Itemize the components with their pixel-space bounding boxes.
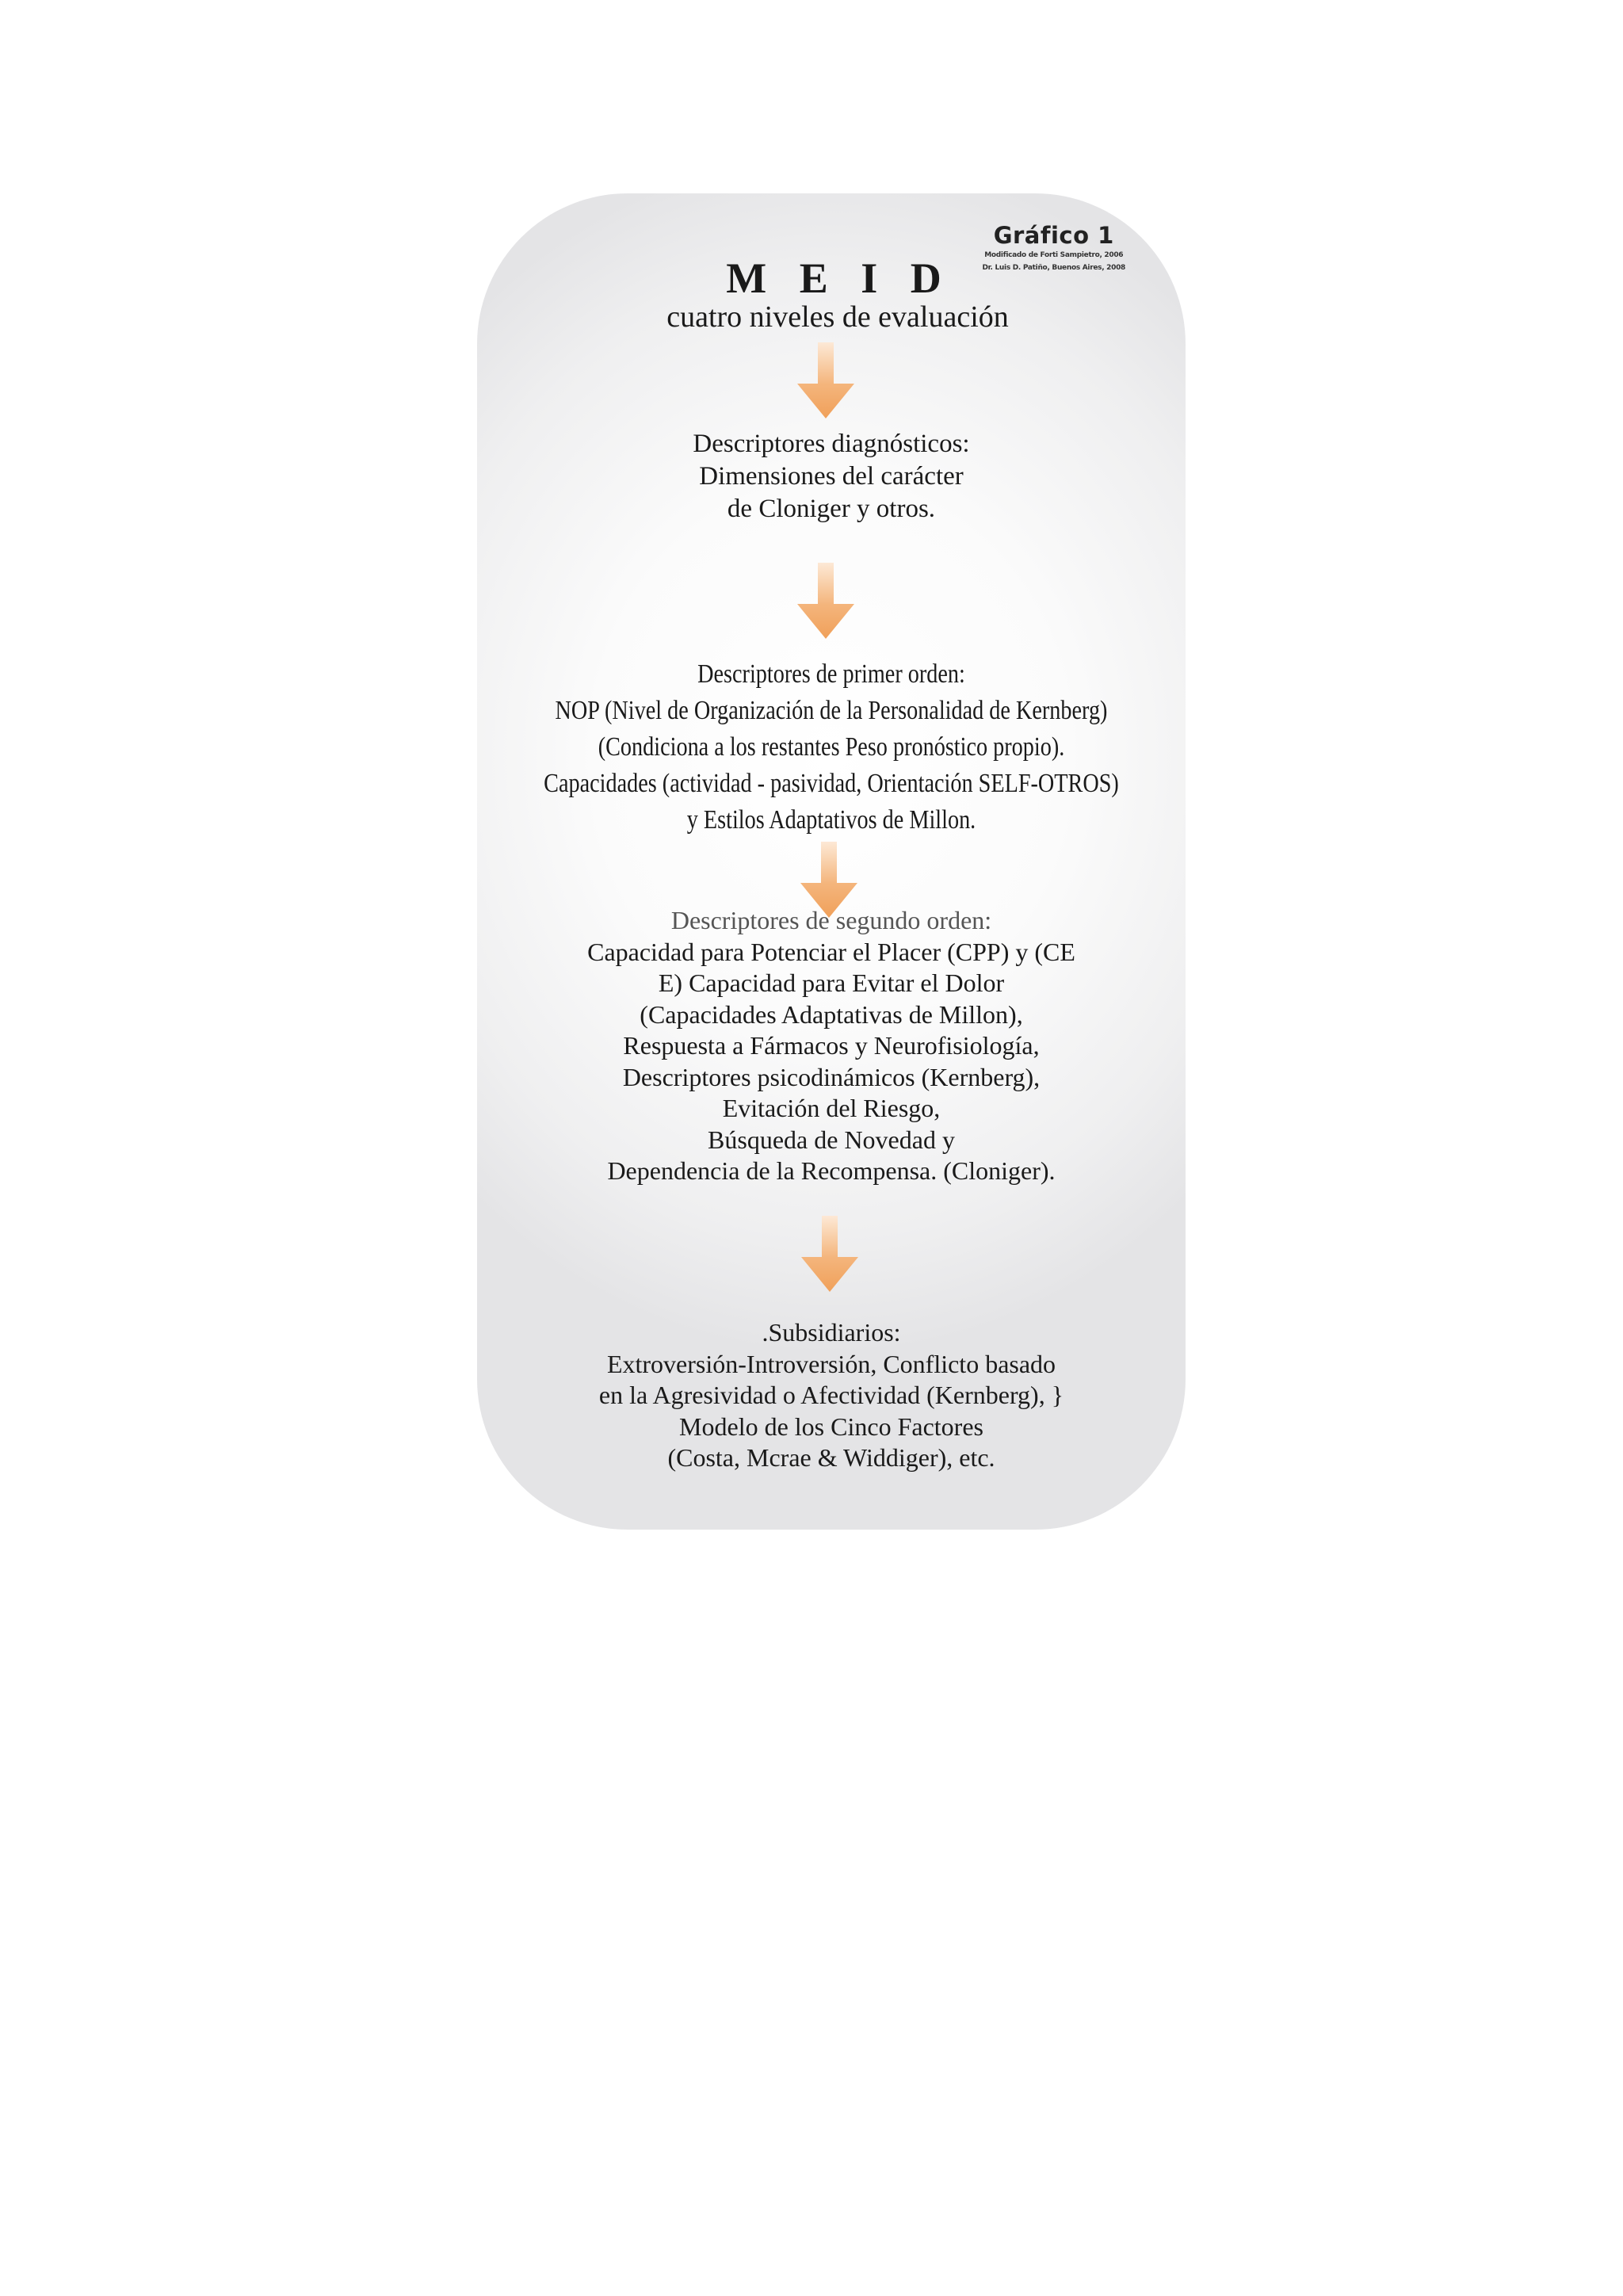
level-line: Evitación del Riesgo,: [722, 1094, 941, 1122]
level-line: Descriptores de primer orden:: [697, 659, 965, 689]
level-line: Capacidad para Potenciar el Placer (CPP) y (CE: [587, 937, 1075, 966]
level-second-order: [477, 905, 1186, 1187]
level-line: (Condiciona a los restantes Peso pronóstico propio).: [598, 732, 1065, 762]
level-first-order: [537, 656, 1125, 839]
level-line: .Subsidiarios:: [762, 1318, 901, 1347]
diagram-title: M E I D: [726, 254, 953, 302]
level-line: de Cloniger y otros.: [727, 495, 936, 523]
level-line: (Capacidades Adaptativas de Millon),: [640, 999, 1023, 1029]
figure-credit-2: Dr. Luis D. Patiño, Buenos Aires, 2008: [982, 264, 1125, 272]
level-subsidiary: [477, 1317, 1186, 1474]
figure-label: Gráfico 1: [993, 222, 1114, 249]
down-arrow-icon: [794, 342, 857, 418]
down-arrow-icon: [798, 1216, 861, 1292]
down-arrow-icon: [794, 563, 857, 639]
level-line: Búsqueda de Novedad y: [708, 1125, 955, 1154]
level-line: Respuesta a Fármacos y Neurofisiología,: [623, 1031, 1040, 1060]
level-line: Descriptores diagnósticos:: [693, 430, 970, 458]
level-line: Dependencia de la Recompensa. (Cloniger).: [607, 1156, 1056, 1185]
level-line: Extroversión-Introversión, Conflicto basado: [606, 1349, 1056, 1378]
figure-credit-1: Modificado de Forti Sampietro, 2006: [984, 251, 1124, 259]
level-line: Descriptores psicodinámicos (Kernberg),: [622, 1062, 1041, 1091]
level-line: en la Agresividad o Afectividad (Kernberg), }: [598, 1381, 1064, 1409]
level-diagnostic: [477, 428, 1186, 525]
diagram-card: [477, 193, 1186, 1530]
diagram-subtitle: cuatro niveles de evaluación: [666, 300, 1009, 334]
level-line: (Costa, Mcrae & Widdiger), etc.: [667, 1443, 995, 1472]
level-line: y Estilos Adaptativos de Millon.: [686, 805, 976, 835]
level-line: Modelo de los Cinco Factores: [679, 1412, 983, 1441]
level-line: Descriptores de segundo orden:: [670, 906, 992, 934]
level-line: Dimensiones del carácter: [699, 462, 964, 491]
level-line: NOP (Nivel de Organización de la Personalidad de Kernberg): [555, 696, 1108, 725]
level-line: Capacidades (actividad - pasividad, Orientación SELF-OTROS): [544, 769, 1119, 798]
level-line: E) Capacidad para Evitar el Dolor: [658, 968, 1005, 997]
